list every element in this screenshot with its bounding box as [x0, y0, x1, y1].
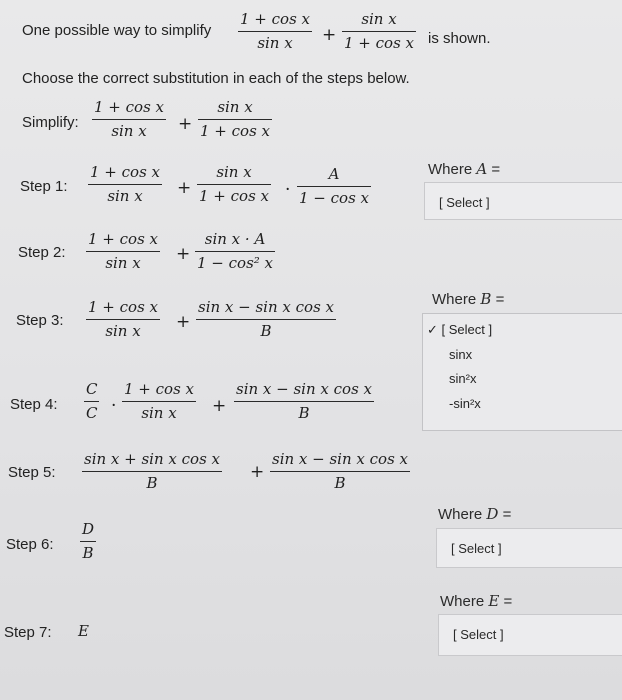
simplify-plus: + — [178, 114, 193, 134]
step1-fraction-3: A 1 − cos x — [299, 165, 370, 207]
intro-fraction-1: 1 + cos x sin x — [240, 10, 311, 52]
step1-fraction-1: 1 + cos x sin x — [90, 163, 161, 205]
step1-plus: + — [177, 178, 192, 198]
step4-plus: + — [212, 396, 227, 416]
step1-fraction-2: sin x 1 + cos x — [199, 163, 270, 205]
where-a-select[interactable] — [424, 182, 622, 220]
step1-dot: · — [285, 180, 291, 200]
checkmark-icon: ✓ — [427, 322, 438, 337]
where-e-select[interactable] — [438, 614, 622, 656]
step7-expression: E — [78, 622, 89, 640]
intro-prefix: One possible way to simplify — [22, 22, 212, 39]
step2-label: Step 2: — [18, 244, 66, 261]
step5-label: Step 5: — [8, 464, 56, 481]
step4-label: Step 4: — [10, 396, 58, 413]
step5-fraction-2: sin x − sin x cos x B — [272, 450, 408, 492]
simplify-label: Simplify: — [22, 114, 79, 131]
step7-label: Step 7: — [4, 624, 52, 641]
step5-fraction-1: sin x + sin x cos x B — [84, 450, 220, 492]
intro-fraction-2: sin x 1 + cos x — [344, 10, 415, 52]
where-d-select-value: [ Select ] — [451, 541, 502, 556]
step3-fraction-2: sin x − sin x cos x B — [198, 298, 334, 340]
where-b-option-neg-sin2x[interactable]: -sin²x — [449, 396, 481, 411]
step2-fraction-2: sin x · A 1 − cos² x — [197, 230, 274, 272]
step4-fraction-1: 1 + cos x sin x — [124, 380, 195, 422]
where-b-option-sin2x[interactable]: sin²x — [449, 371, 477, 386]
instruction: Choose the correct substitution in each of the steps below. — [22, 70, 410, 87]
step3-label: Step 3: — [16, 312, 64, 329]
step1-label: Step 1: — [20, 178, 68, 195]
step4-fraction-2: sin x − sin x cos x B — [236, 380, 372, 422]
step2-plus: + — [176, 244, 191, 264]
where-b-option-sinx[interactable]: sinx — [449, 347, 473, 362]
step3-plus: + — [176, 312, 191, 332]
simplify-fraction-1: 1 + cos x sin x — [94, 98, 165, 140]
step4-fraction-c: C C — [86, 380, 98, 422]
step6-fraction: D B — [82, 520, 95, 562]
simplify-fraction-2: sin x 1 + cos x — [200, 98, 271, 140]
where-b-option-select[interactable]: ✓ [ Select ] — [427, 322, 493, 337]
step5-plus: + — [250, 462, 265, 482]
where-b-label: Where B = — [432, 290, 505, 308]
where-e-label: Where E = — [440, 592, 513, 610]
step6-label: Step 6: — [6, 536, 54, 553]
intro-plus: + — [322, 25, 337, 45]
where-d-label: Where D = — [438, 505, 512, 523]
step2-fraction-1: 1 + cos x sin x — [88, 230, 159, 272]
intro-suffix: is shown. — [428, 30, 491, 47]
where-a-label: Where A = — [428, 160, 501, 178]
where-e-select-value: [ Select ] — [453, 627, 504, 642]
where-b-dropdown[interactable] — [422, 313, 622, 431]
step3-fraction-1: 1 + cos x sin x — [88, 298, 159, 340]
where-d-select[interactable] — [436, 528, 622, 568]
where-a-select-value: [ Select ] — [439, 195, 490, 210]
step4-dot: · — [111, 396, 117, 416]
